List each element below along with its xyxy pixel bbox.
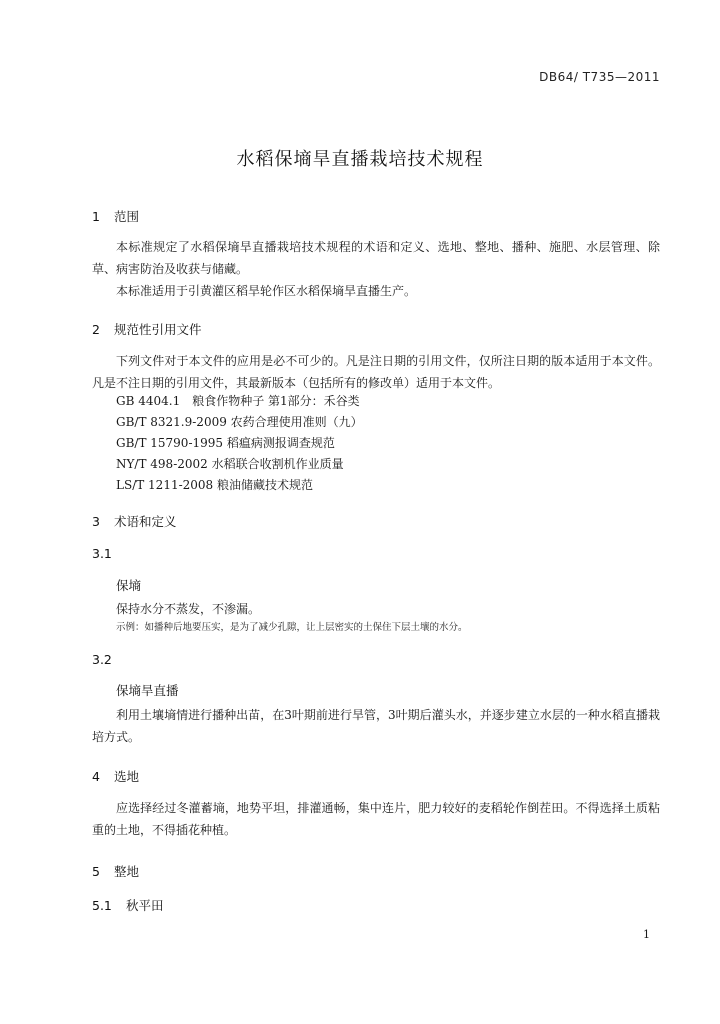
section-heading-site-selection <box>92 767 139 785</box>
section-title: 术语和定义 <box>114 514 177 529</box>
section-heading-terms <box>92 512 177 530</box>
section-heading-land-preparation <box>92 862 139 880</box>
paragraph: 保持水分不蒸发，不渗漏。 <box>116 602 261 616</box>
term-definition <box>92 704 660 748</box>
section-title: 规范性引用文件 <box>114 322 202 337</box>
page-number: 1 <box>643 928 650 941</box>
list-item: GB 4404.1 粮食作物种子 第1部分：禾谷类 <box>116 394 360 408</box>
paragraph: 下列文件对于本文件的应用是必不可少的。凡是注日期的引用文件，仅所注日期的版本适用于本文件。凡是不注日期的引用文件，其最新版本（包括所有的修改单）适用于本文件。 <box>92 354 660 390</box>
term-example <box>116 620 656 636</box>
section-number: 1 <box>92 209 100 224</box>
paragraph: 本标准适用于引黄灌区稻旱轮作区水稻保墒旱直播生产。 <box>116 284 417 298</box>
normative-intro <box>92 350 660 394</box>
section-heading-scope <box>92 207 139 225</box>
list-item: GB/T 8321.9-2009 农药合理使用准则（九） <box>116 415 363 429</box>
reference-list <box>116 391 656 496</box>
paragraph: 本标准规定了水稻保墒旱直播栽培技术规程的术语和定义、选地、整地、播种、施肥、水层管理、除草、病害防治及收获与储藏。 <box>92 240 660 276</box>
example-text: 示例：如播种后地要压实，是为了减少孔隙，让上层密实的土保住下层土壤的水分。 <box>116 622 468 633</box>
section-title: 选地 <box>114 769 140 784</box>
section-title: 范围 <box>114 209 140 224</box>
term-name: 保墒旱直播 <box>116 683 179 698</box>
section-number: 4 <box>92 769 100 784</box>
term-number: 3.2 <box>92 652 112 667</box>
subsection-heading-autumn-leveling <box>92 896 164 914</box>
page-title: 水稻保墒旱直播栽培技术规程 <box>236 149 484 170</box>
list-item: LS/T 1211-2008 粮油储藏技术规范 <box>116 478 313 492</box>
scope-body <box>92 236 660 302</box>
subsection-title: 秋平田 <box>126 898 164 913</box>
site-body <box>92 797 660 841</box>
section-number: 5 <box>92 864 100 879</box>
term-definition <box>92 598 660 620</box>
term-number: 3.1 <box>92 546 112 561</box>
section-title: 整地 <box>114 864 140 879</box>
paragraph: 应选择经过冬灌蓄墒，地势平坦，排灌通畅，集中连片，肥力较好的麦稻轮作倒茬田。不得选择土质粘重的土地，不得插花种植。 <box>92 801 660 837</box>
section-heading-normative-references <box>92 320 202 338</box>
paragraph: 利用土壤墒情进行播种出苗，在3叶期前进行旱管，3叶期后灌头水，并逐步建立水层的一种水稻直播栽培方式。 <box>92 708 660 744</box>
document-number: DB64/ T735—2011 <box>539 70 660 84</box>
section-number: 2 <box>92 322 100 337</box>
term-name: 保墒 <box>116 578 142 593</box>
list-item: NY/T 498-2002 水稻联合收割机作业质量 <box>116 457 344 471</box>
subsection-number: 5.1 <box>92 898 112 913</box>
section-number: 3 <box>92 514 100 529</box>
list-item: GB/T 15790-1995 稻瘟病测报调查规范 <box>116 436 335 450</box>
